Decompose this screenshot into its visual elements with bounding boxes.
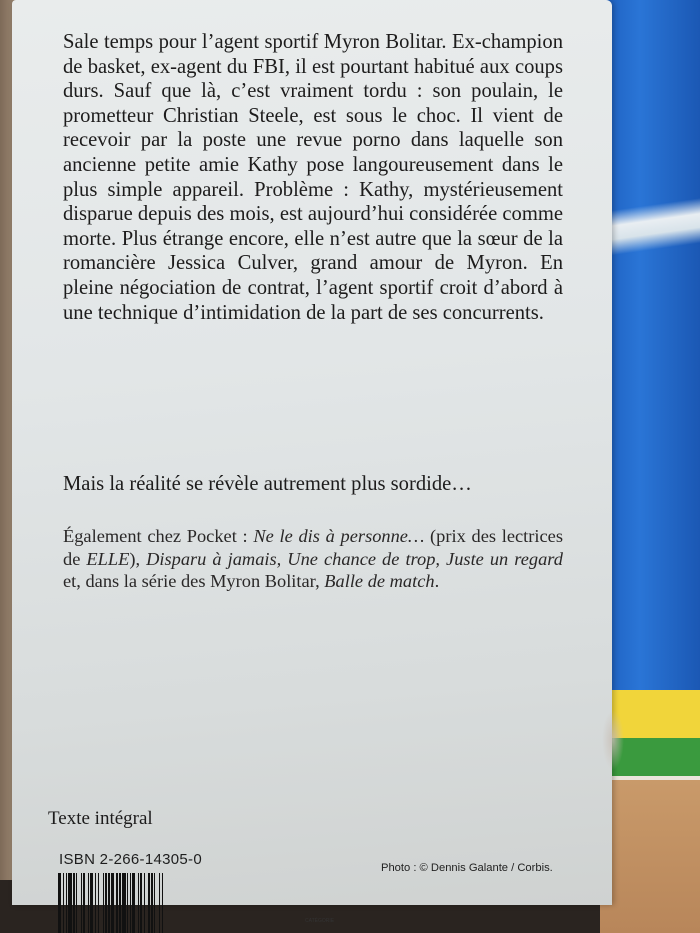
blurb-closing-line: Mais la réalité se révèle autrement plus sordide…	[63, 473, 472, 495]
barcode-graphic	[58, 873, 268, 933]
also-end: .	[434, 571, 440, 591]
also-title-2: Disparu à jamais, Une chance de trop, Juste un regard	[146, 548, 563, 569]
texte-integral-label: Texte intégral	[48, 808, 153, 829]
also-title-1: Ne le dis à personne…	[253, 526, 425, 546]
worn-edge	[602, 710, 624, 770]
also-mid-3: et, dans la série des Myron Bolitar,	[63, 571, 325, 591]
categorie-label: CATÉGORIE	[305, 918, 335, 924]
blue-towel	[600, 0, 700, 800]
also-mid-2: ),	[129, 548, 147, 569]
also-mid-1: (prix des lectrices de	[63, 526, 563, 569]
also-by-author	[63, 525, 563, 593]
also-title-3: Balle de match	[324, 571, 435, 591]
also-magazine: ELLE	[86, 548, 130, 569]
photo-credit: Photo : © Dennis Galante / Corbis.	[381, 862, 553, 874]
barcode-bar	[163, 873, 164, 933]
isbn-number: ISBN 2-266-14305-0	[59, 851, 202, 868]
blurb-paragraph: Sale temps pour l’agent sportif Myron Bolitar. Ex-champion de basket, ex-agent du FBI, il est pourtant habitué aux coups durs. Sauf que là, c’est vraiment tordu : son poulain, le prometteur Christian Steele, est sous le choc. Il vient de recevoir par la poste une revue porno dans laquelle son ancienne petite amie Kathy pose langoureusement dans le plus simple appareil. Problème : Kathy, mystérieusement disparue depuis des mois, est aujourd’hui considérée comme morte. Plus étrange encore, elle n’est autre que la sœur de la romancière Jessica Culver, grand amour de Myron. En pleine négociation de contrat, l’agent sportif croit d’abord à une technique d’intimidation de la part de ses concurrents.	[63, 31, 563, 324]
also-prefix: Également chez Pocket :	[63, 526, 254, 546]
